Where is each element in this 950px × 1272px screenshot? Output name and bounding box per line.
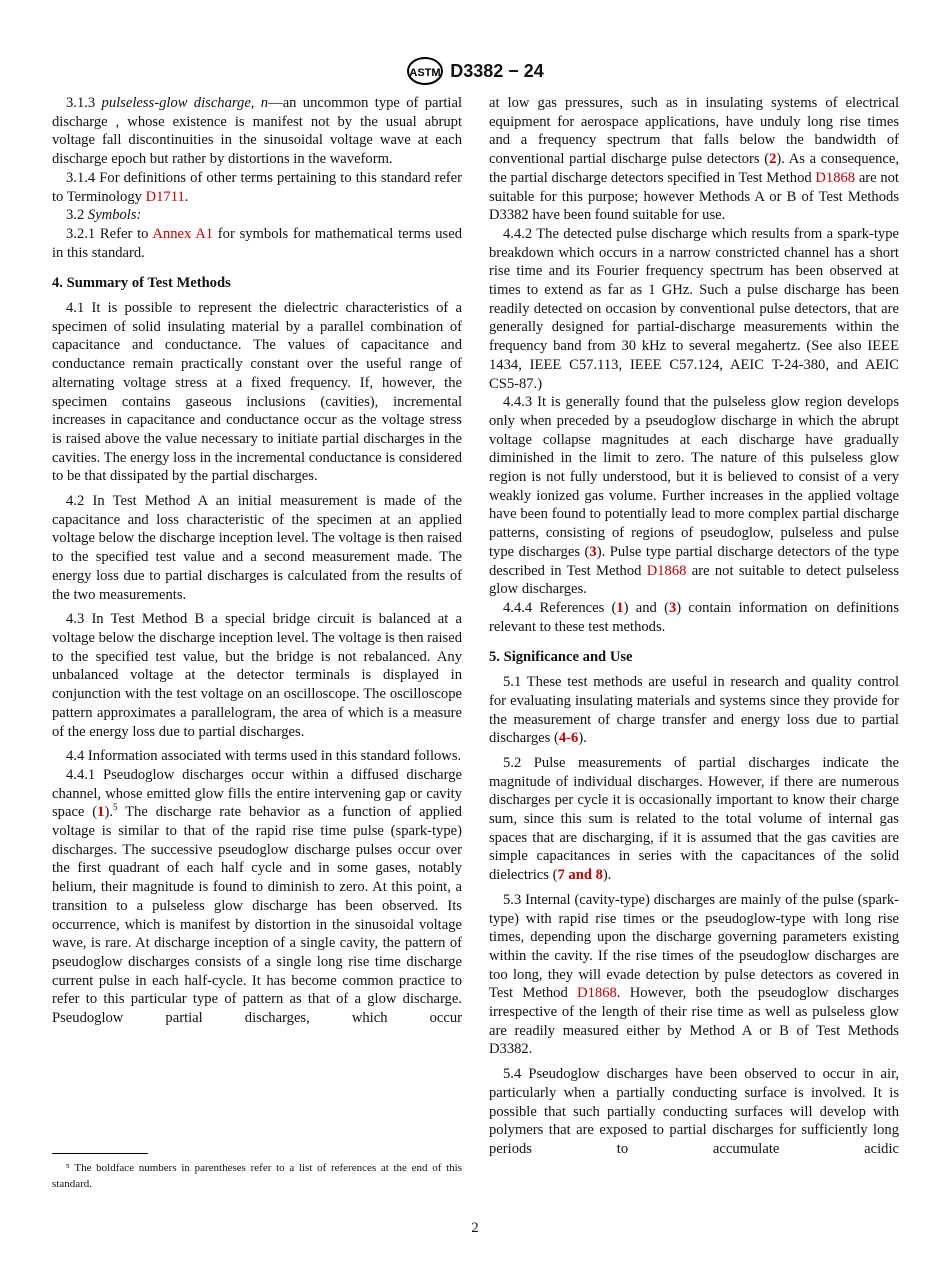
text-run: . However, both the pseudoglow discharges irrespective of the length of their rise time as well as pulseless glow are readily measured either by Method A or B of Test Methods D3382. (489, 985, 899, 1058)
footnote: ⁵ The boldface numbers in parentheses refer to a list of references at the end of this standard. (52, 1162, 462, 1190)
text-run: 3.2 (66, 207, 88, 224)
reference-link[interactable]: 4-6 (558, 730, 579, 747)
paragraph (489, 673, 899, 748)
reference-link[interactable]: 1 (97, 804, 105, 821)
paragraph (52, 225, 462, 262)
paragraph (52, 492, 462, 604)
text-run: 4.4.3 It is generally found that the pulseless glow region develops only when preceded by a pseudoglow discharge in which the abrupt voltage collapse magnitudes at each discharge have gradually diminished in the limit to zero. The nature of this pulseless glow region is not fully understood, but it is believed to consist of a very weakly ionized gas volume. Further increases in the applied voltage have been found to potentially lead to more complex partial discharge patterns, consisting of regions of pseudoglow, pulseless and pulse type discharges ( (489, 394, 899, 560)
text-run: 4.3 In Test Method B a special bridge circuit is balanced at a voltage below the discharge inception level. The voltage is then raised to the specified test value, but the bridge is not rebalanced. Any unbalanced voltage at the detector terminals is displayed in conjunction with the test voltage on an oscilloscope. The oscilloscope pattern approximates a parallelogram, the area of which is a measure of the energy loss due to partial discharges. (52, 611, 462, 740)
italic-term: Symbols: (87, 207, 142, 224)
paragraph (489, 393, 899, 599)
paragraph (489, 225, 899, 393)
page-number: 2 (471, 1220, 479, 1236)
text-run: 4.4.2 The detected pulse discharge which results from a spark-type breakdown which occurs in a narrow constricted channel has a short rise time and its Fourier frequency spectrum has been observed at times to extend as far as 1 GHz. Such a pulse discharge has been readily detected on occasion by conventional pulse detectors, that are generally designed for partial-discharge measurements within the frequency band from 30 kHz to several megahertz. (See also IEEE 1434, IEEE C57.113, IEEE C57.124, AEIC T-24-380, and AEIC CS5-87.) (489, 225, 899, 392)
paragraph (52, 169, 462, 206)
text-run: ). (104, 804, 113, 821)
standard-link[interactable]: Annex A1 (152, 225, 214, 242)
text-run: 4.4.1 Pseudoglow discharges occur within a diffused discharge channel, whose emitted glow fills the entire intervening gap or cavity space ( (52, 766, 462, 821)
page-header (0, 56, 950, 86)
section-heading: 5. Significance and Use (489, 649, 633, 666)
text-run: ) and ( (623, 599, 669, 616)
left-column (52, 94, 462, 1034)
reference-link[interactable]: 3 (668, 599, 677, 616)
standard-link[interactable]: D1711 (145, 188, 185, 205)
text-run: 3.2.1 Refer to (66, 225, 153, 242)
standard-link[interactable]: D1868 (577, 985, 617, 1002)
reference-link[interactable]: 3 (589, 543, 597, 560)
section-heading: 4. Summary of Test Methods (52, 275, 231, 292)
paragraph (489, 1065, 899, 1159)
paragraph (489, 891, 899, 1059)
text-run: ). As a consequence, the partial discharge detectors specified in Test Method (489, 151, 900, 186)
text-run: 4.4 Information associated with terms used in this standard follows. (66, 748, 462, 765)
text-run: for symbols for mathematical terms used in this standard. (52, 225, 462, 261)
text-run: —an uncommon type of partial discharge , whose existence is manifest not by the usual abrupt voltage fall discontinuities in the sinusoidal voltage wave at each discharge epoch but rather by distortions in the waveform. (52, 95, 463, 168)
text-run: are not suitable for this purpose; however Methods A or B of Test Methods D3382 have been found suitable for use. (489, 169, 899, 224)
text-run: . (184, 188, 189, 205)
text-run: 4.4.4 References ( (503, 599, 617, 616)
paragraph (489, 599, 899, 636)
text-run: The discharge rate behavior as a function of applied voltage is similar to that of the rapid rise time pulse (spark-type) discharges. The successive pseudoglow discharge pulses occur over the first quadrant of each half cycle and in some gases, notably helium, their magnitude is found to diminish to zero. At this point, a transition to a pulseless glow discharge has been observed. Its occurrence, which is manifest by distortion in the sinusoidal voltage wave, is rare. At discharge inception of a single cavity, the pattern of pseudoglow discharges consists of a single long rise time discharge current pulse in each half-cycle. It has become common practice to refer to this particular type of pattern as that of a glow discharge. Pseudoglow partial discharges, which occur (52, 804, 462, 1027)
text-run: 5.3 Internal (cavity-type) discharges are mainly of the pulse (spark-type) with rapid rise times or the pseudoglow-type with long rise times, depending upon the discharge governing parameters existing within the cavity. If the rise times of the pseudoglow discharges are too long, they will evade detection by pulse detectors as covered in Test Method (489, 891, 899, 1002)
footnote-divider (52, 1153, 148, 1154)
text-run: 5.1 These test methods are useful in research and quality control for evaluating insulating materials and systems since they provide for the measurement of charge transfer and energy loss due to partial discharges ( (489, 674, 899, 747)
paragraph (52, 766, 462, 1028)
svg-text:ASTM: ASTM (409, 67, 441, 79)
text-run: are not suitable to detect pulseless glow discharges. (489, 562, 899, 598)
paragraph (489, 754, 899, 885)
reference-link[interactable]: 2 (769, 151, 777, 168)
reference-link[interactable]: 7 and 8 (557, 867, 603, 884)
text-run: 4.2 In Test Method A an initial measurement is made of the capacitance and loss characteristic of the specimen at an applied voltage below the discharge inception level. The voltage is then raised to the specified test value and a second measurement made. The energy loss due to partial discharges is calculated from the results of the two measurements. (52, 493, 462, 603)
text-run: 5.2 Pulse measurements of partial discharges indicate the magnitude of individual discharges. However, if there are numerous discharges per cycle it is occasionally important to know their charge sum, since this sum is related to the total volume of internal gas spaces that are discharging, if it is assumed that the gas cavities are simple capacitances in series with the capacitances of the solid dielectrics ( (489, 754, 899, 884)
text-run: ). (578, 730, 587, 747)
standard-link[interactable]: D1868 (646, 562, 687, 579)
text-run: 4.1 It is possible to represent the dielectric characteristics of a specimen of solid insulating material by a parallel combination of capacitance and conductance. The values of capacitance and conductance remain practically constant over the useful range of alternating voltage stress at a fixed frequency. If, however, the specimen contains gaseous inclusions (cavities), incremental increases in capacitance and conductance occur as the voltage stress is raised above the value necessary to initiate partial discharges in the cavities. The energy loss in the incremental conductance is considered to be that dissipated by the partial discharges. (52, 300, 462, 485)
paragraph (52, 299, 462, 486)
paragraph (489, 94, 899, 225)
text-run: ). Pulse type partial discharge detectors of the type described in Test Method (489, 543, 899, 579)
astm-logo-icon (406, 56, 444, 86)
text-run: 3.1.3 (66, 95, 102, 111)
paragraph (52, 610, 462, 741)
text-run: ) contain information on definitions relevant to these test methods. (489, 599, 899, 635)
footnote-marker: 5 (112, 802, 118, 813)
document-designation: D3382 − 24 (450, 60, 544, 81)
paragraph (52, 206, 462, 225)
italic-term: pulseless-glow discharge, n (101, 95, 269, 111)
right-column (489, 94, 899, 1165)
text-run: ). (602, 867, 612, 884)
text-run: 3.1.4 For definitions of other terms pertaining to this standard refer to Terminology (52, 169, 462, 205)
reference-link[interactable]: 1 (616, 599, 624, 616)
paragraph (52, 94, 462, 169)
standard-link[interactable]: D1868 (815, 169, 856, 186)
text-run: at low gas pressures, such as in insulating systems of electrical equipment for aerospace applications, have unduly long rise times and a frequency spectrum that falls below the bandwidth of conventional partial discharge pulse detectors ( (489, 95, 899, 168)
text-run: 5.4 Pseudoglow discharges have been observed to occur in air, particularly when a partially conducting surface is involved. It is possible that such partially conducting surfaces will develop with polymers that are exposed to partial discharges for sufficiently long periods to accumulate acidic (489, 1066, 899, 1157)
paragraph (52, 747, 462, 766)
